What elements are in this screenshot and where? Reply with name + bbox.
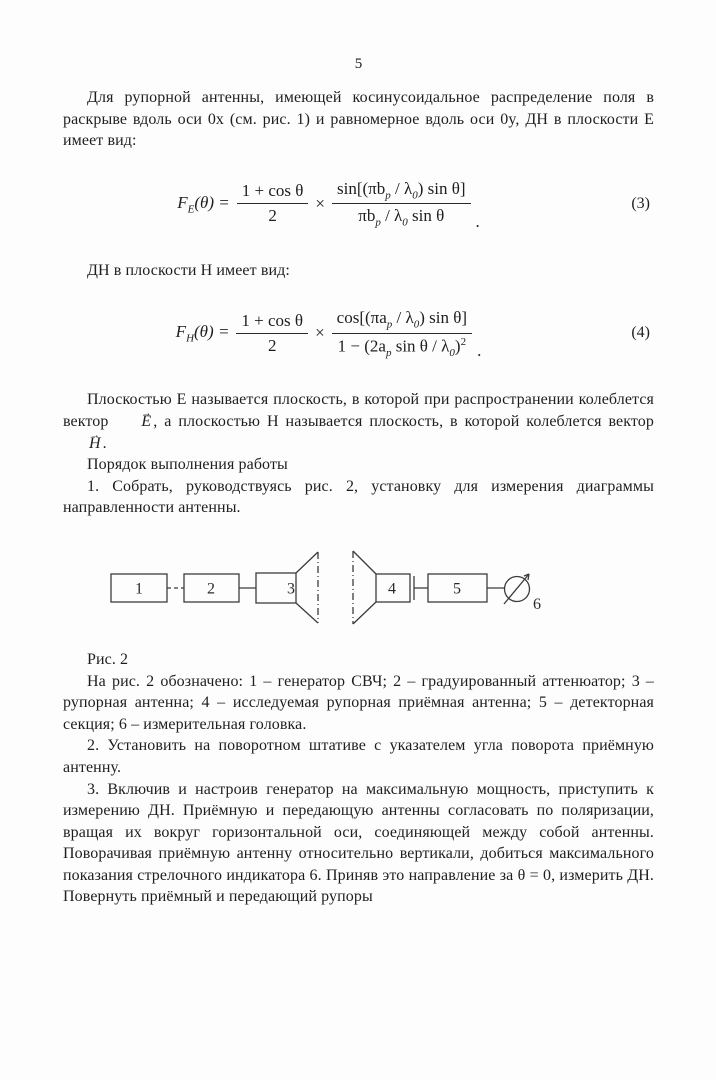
paragraph-figure-note: На рис. 2 обозначено: 1 – генератор СВЧ; 2 – градуированный аттенюатор; 3 – рупорная антенна; 4 – исследуемая рупорная приёмная антенна; 5 – детекторная секция; 6 – измерительная головка. (63, 672, 654, 733)
paragraph-planes-definition: Плоскостью Е называется плоскость, в которой при распространении колеблется вектор Е → , а плоскостью Н называется плоскость, в которой колеблется вектор Н → . (63, 389, 654, 454)
paragraph-h-plane-intro: ДН в плоскости Н имеет вид: (87, 261, 290, 279)
paragraph-step-1: 1. Собрать, руководствуясь рис. 2, установку для измерения диаграммы направленности антенны. (63, 477, 654, 517)
figure-label-2: 2 (207, 580, 215, 598)
formula-end-dot: . (475, 211, 480, 231)
formula-3-lhs: $F_Е(\theta)$ = (177, 192, 230, 215)
horn-flare-bottom (296, 603, 318, 623)
figure-label-3: 3 (287, 580, 295, 598)
times-operator: × (315, 193, 325, 213)
section-heading: Порядок выполнения работы (87, 456, 288, 474)
fraction: $\frac{\cos[(\pi a_p / \lambda_0) \sin \theta]}{1 - (2a_p \sin \theta / \lambda_0)^2}$ (332, 308, 472, 358)
block-diagram-svg (101, 541, 553, 649)
formula-end-dot: . (477, 341, 482, 361)
formula-3 (63, 176, 654, 232)
figure-label-5: 5 (453, 580, 461, 598)
paragraph-intro: Для рупорной антенны, имеющей косинусоидальное распределение поля в раскрыве вдоль оси 0x (см. рис. 1) и равномерное вдоль оси 0y, ДН в плоскости Е имеет вид: (63, 89, 654, 150)
meter-needle (504, 574, 529, 604)
page-content (63, 56, 654, 908)
figure-label-1: 1 (135, 580, 143, 598)
fraction: $\frac{\sin[(\pi b_p / \lambda_0) \sin \theta]}{\pi b_p / \lambda_0 \sin \theta}$ (332, 179, 471, 229)
paragraph-step-2: 2. Установить на поворотном штативе с указателем угла поворота приёмную антенну. (63, 737, 654, 776)
paragraph-step-3: 3. Включив и настроив генератор на максимальную мощность, приступить к измерению ДН. Приёмную и передающую антенны согласовать по поляризации, вращая их вокруг горизонтальной оси, соединяющей между собой антенны. Поворачивая приёмную антенну относительно вертикали, добиться максимального показания стрелочного индикатора 6. Приняв это направление за θ = 0, измерить ДН. Повернуть приёмный и передающий рупоры (63, 780, 654, 906)
figure-caption: Рис. 2 (87, 650, 129, 668)
vector-e-symbol: Е → (117, 411, 151, 433)
equation-number-4: (4) (631, 324, 650, 342)
fraction: $\frac{\text{1 + cos θ}}{2}$ (236, 311, 308, 356)
horn-flare-bottom (353, 602, 376, 624)
horn-flare-top (296, 552, 318, 573)
figure-label-4: 4 (388, 580, 396, 598)
page-number: 5 (354, 56, 363, 72)
figure-2-diagram (101, 541, 654, 649)
formula-4-lhs: $F_Н(\theta)$ = (175, 322, 230, 345)
equation-number-3: (3) (631, 194, 650, 212)
horn-flare-top (353, 551, 376, 574)
formula-4 (63, 305, 654, 361)
vector-h-symbol: Н → (65, 433, 101, 455)
fraction: $\frac{\text{1 + cos θ}}{2}$ (237, 181, 309, 226)
figure-label-6: 6 (533, 595, 541, 613)
times-operator: × (315, 323, 325, 343)
